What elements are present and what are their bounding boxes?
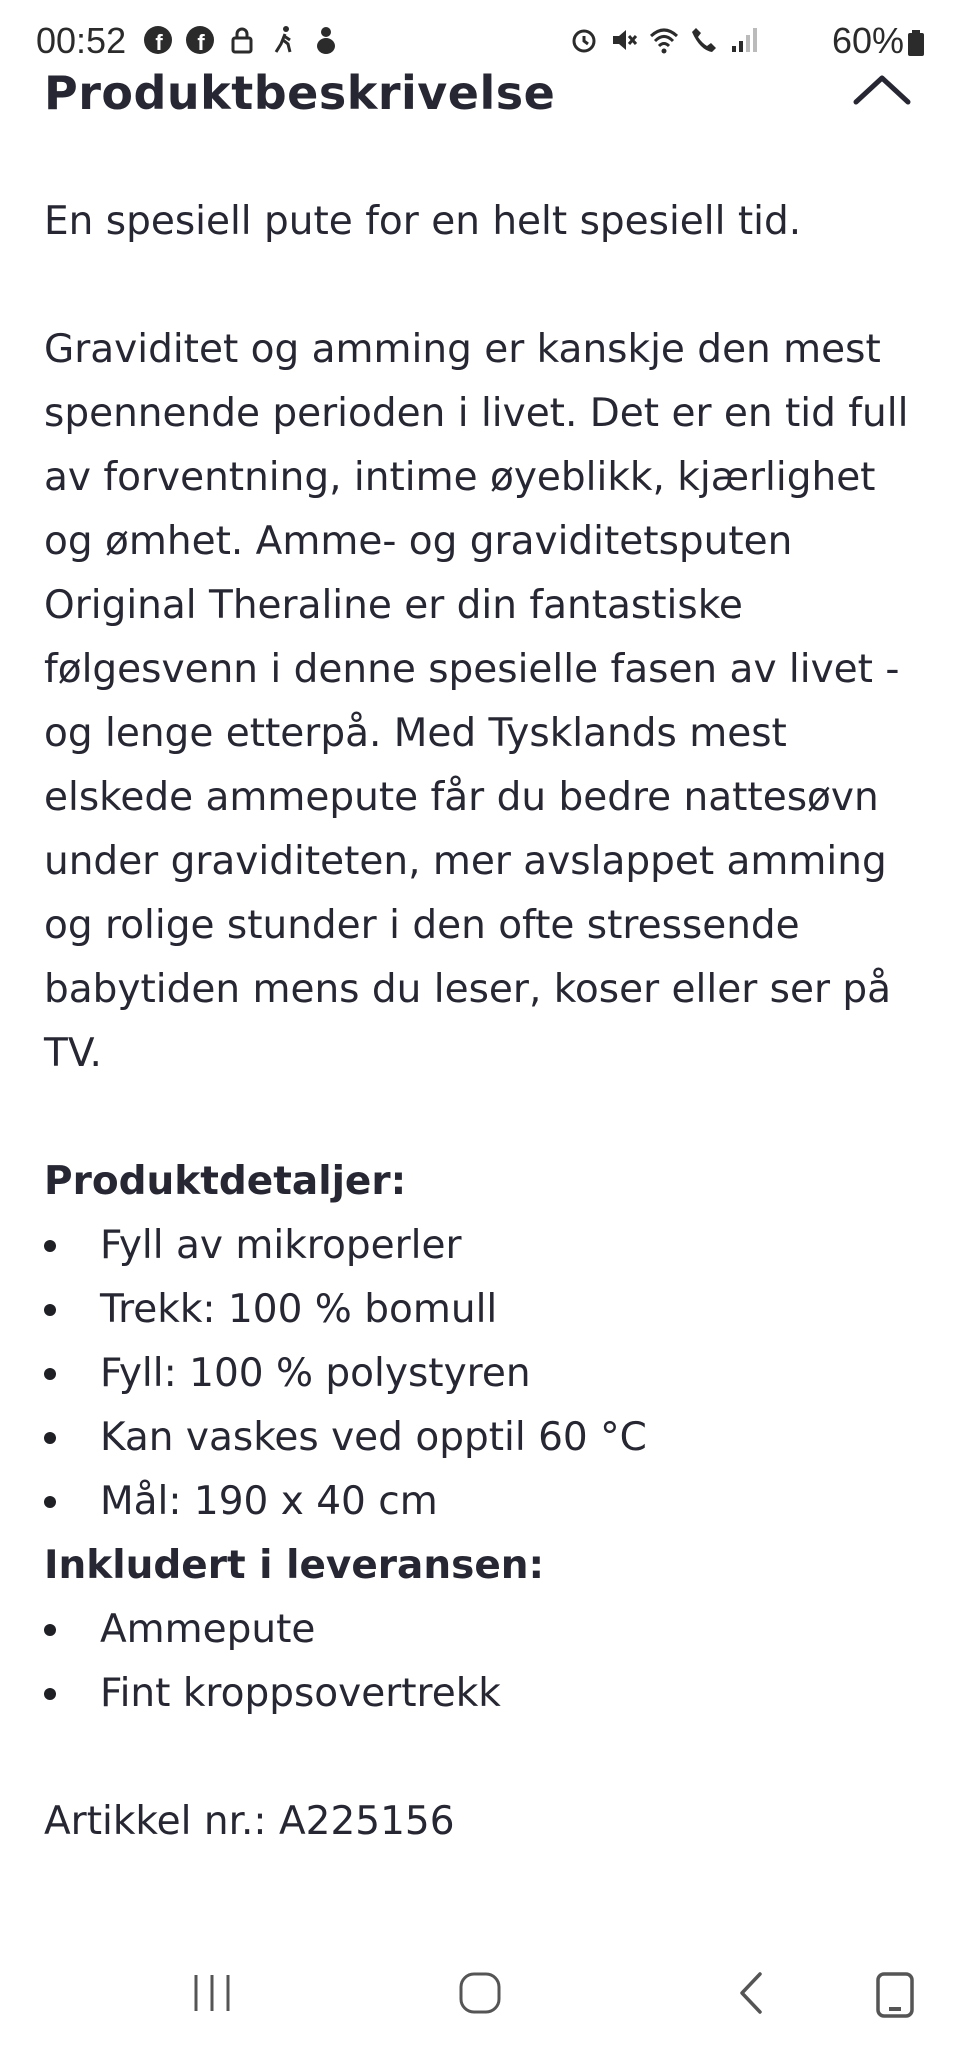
lock-icon bbox=[226, 24, 258, 56]
back-icon[interactable] bbox=[730, 1971, 774, 2015]
intro-text: En spesiell pute for en helt spesiell tid. bbox=[44, 199, 802, 244]
battery-icon bbox=[908, 30, 924, 56]
navigation-bar bbox=[0, 1933, 960, 2059]
chevron-up-icon[interactable] bbox=[850, 70, 914, 110]
facebook-icon bbox=[142, 24, 174, 56]
list-item: Fint kroppsovertrekk bbox=[44, 1662, 924, 1726]
article-number: Artikkel nr.: A225156 bbox=[44, 1799, 455, 1844]
description-text: Graviditet og amming er kanskje den mest spennende perioden i livet. Det er en tid full av forventning, intime øyeblikk, kjærlighet og ømhet. Amme- og graviditetsputen Original Theraline er din fantastiske følgesvenn i denne spesielle fasen av livet - og lenge etterpå. Med Tysklands mest elskede ammepute får du bedre nattesøvn under graviditeten, mer avslappet amming og rolige stunder i den ofte stressende babytiden mens du leser, koser eller ser på TV. bbox=[44, 327, 909, 1076]
status-right-icons bbox=[568, 24, 760, 56]
alarm-icon bbox=[568, 24, 600, 56]
home-icon[interactable] bbox=[458, 1971, 502, 2015]
svg-text:f: f bbox=[197, 30, 205, 55]
facebook-icon bbox=[184, 24, 216, 56]
list-item: Mål: 190 x 40 cm bbox=[44, 1470, 924, 1534]
included-heading: Inkludert i leveransen: bbox=[44, 1543, 545, 1588]
recent-apps-icon[interactable] bbox=[190, 1971, 234, 2015]
details-list bbox=[44, 1214, 924, 1534]
list-item: Fyll: 100 % polystyren bbox=[44, 1342, 924, 1406]
included-list bbox=[44, 1598, 924, 1726]
section-title: Produktbeskrivelse bbox=[44, 66, 556, 120]
product-description bbox=[44, 190, 924, 1854]
status-left-icons bbox=[142, 24, 342, 56]
details-heading: Produktdetaljer: bbox=[44, 1159, 407, 1204]
list-item: Ammepute bbox=[44, 1598, 924, 1662]
list-item: Fyll av mikroperler bbox=[44, 1214, 924, 1278]
call-icon bbox=[688, 24, 720, 56]
svg-text:f: f bbox=[155, 30, 163, 55]
list-item: Trekk: 100 % bomull bbox=[44, 1278, 924, 1342]
phone-keyboard-icon[interactable] bbox=[874, 1971, 916, 2019]
wifi-icon bbox=[648, 24, 680, 56]
signal-icon bbox=[728, 24, 760, 56]
baby-icon bbox=[310, 24, 342, 56]
walking-icon bbox=[268, 24, 300, 56]
status-time: 00:52 bbox=[36, 20, 127, 61]
battery-percent: 60% bbox=[831, 20, 904, 61]
mute-icon bbox=[608, 24, 640, 56]
list-item: Kan vaskes ved opptil 60 °C bbox=[44, 1406, 924, 1470]
